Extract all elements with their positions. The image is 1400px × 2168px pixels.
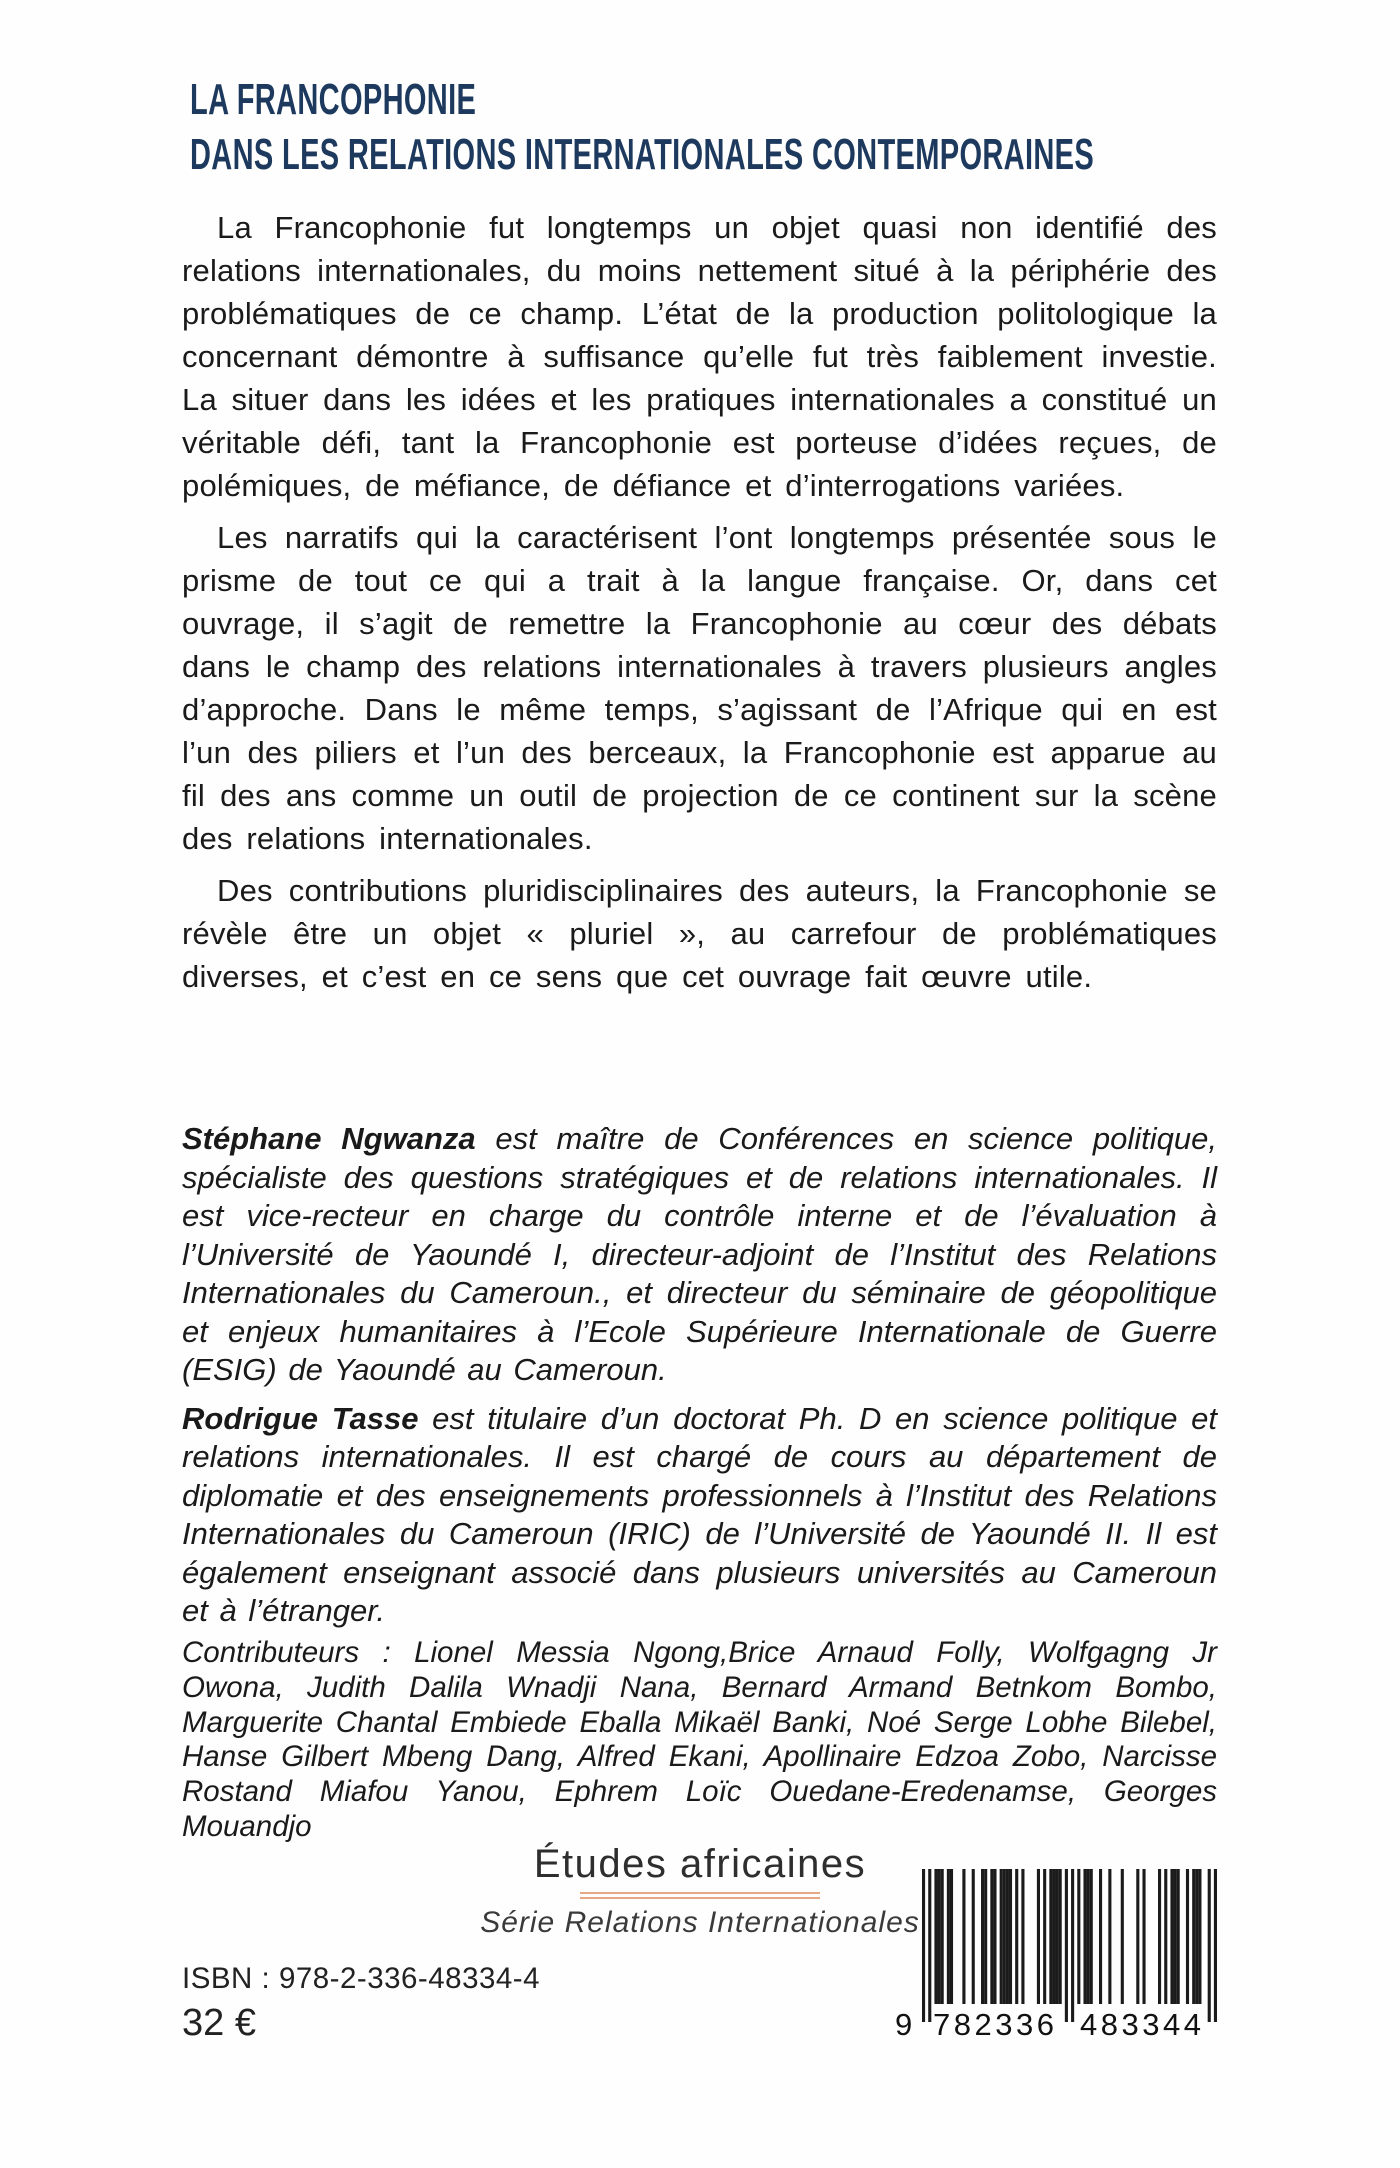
contributors-list: Contributeurs : Lionel Messia Ngong,Brice Arnaud Folly, Wolfgagng Jr Owona, Judith Dalila Wnadji Nana, Bernard Armand Betnkom Bombo, Marguerite Chantal Embiede Eballa Mikaël Banki, Noé Serge Lobhe Bilebel, Hanse Gilbert Mbeng Dang, Alfred Ekani, Apollinaire Edzoa Zobo, Narcisse Rostand Miafou Yanou, Ephrem Loïc Ouedane-Eredenamse, Georges Mouandjo	[182, 1636, 1217, 1843]
synopsis	[182, 206, 1217, 1007]
barcode-left-digits: 782336	[933, 2007, 1058, 2042]
author-bio: Rodrigue Tasse est titulaire d’un doctorat Ph. D en science politique et relations internationales. Il est chargé de cours au département de diplomatie et des enseignements professionnels à l’Institut des Relations Internationales du Cameroun (IRIC) de l’Université de Yaoundé II. Il est également enseignant associé dans plusieurs universités au Cameroun et à l’étranger.	[182, 1400, 1217, 1628]
collection-name: Études africaines	[533, 1842, 867, 1886]
synopsis-paragraph: Les narratifs qui la caractérisent l’ont longtemps présentée sous le prisme de tout ce qui a trait à la langue française. Or, dans cet ouvrage, il s’agit de remettre la Francophonie au cœur des débats dans le champ des relations internationales à travers plusieurs angles d’approche. Dans le même temps, s’agissant de l’Afrique qui en est l’un des piliers et l’un des berceaux, la Francophonie est apparue au fil des ans comme un outil de projection de ce continent sur la scène des relations internationales.	[182, 520, 1217, 856]
book-title	[190, 72, 1094, 182]
price-text: 32 €	[182, 2002, 256, 2044]
author-name: Stéphane Ngwanza	[182, 1121, 476, 1156]
author-bios	[182, 1120, 1217, 1641]
collection-divider	[580, 1892, 820, 1899]
author-name: Rodrigue Tasse	[182, 1400, 419, 1436]
ean13-barcode	[895, 1869, 1217, 2042]
synopsis-paragraph: Des contributions pluridisciplinaires des auteurs, la Francophonie se révèle être un objet « pluriel », au carrefour de problématiques diverses, et c’est en ce sens que cet ouvrage fait œuvre utile.	[182, 873, 1217, 994]
author-bio: Stéphane Ngwanza est maître de Conférences en science politique, spécialiste des questions stratégiques et de relations internationales. Il est vice-recteur en charge du contrôle interne et de l’évaluation à l’Université de Yaoundé I, directeur-adjoint de l’Institut des Relations Internationales du Cameroun., et directeur du séminaire de géopolitique et enjeux humanitaires à l’Ecole Supérieure Internationale de Guerre (ESIG) de Yaoundé au Cameroun.	[182, 1121, 1217, 1387]
barcode-right-digits: 483344	[1080, 2007, 1205, 2042]
barcode-bars	[922, 1869, 1217, 2023]
isbn-text: ISBN : 978-2-336-48334-4	[182, 1962, 541, 1995]
book-title-line2: DANS LES RELATIONS INTERNATIONALES CONTEMPORAINES	[190, 130, 1095, 179]
barcode-first-digit: 9	[895, 2007, 913, 2042]
collection-series: Série Relations Internationales	[480, 1906, 920, 1939]
synopsis-paragraph: La Francophonie fut longtemps un objet quasi non identifié des relations internationales, du moins nettement situé à la périphérie des problématiques de ce champ. L’état de la production politologique la concernant démontre à suffisance qu’elle fut très faiblement investie. La situer dans les idées et les pratiques internationales a constitué un véritable défi, tant la Francophonie est porteuse d’idées reçues, de polémiques, de méfiance, de défiance et d’interrogations variées.	[182, 210, 1217, 503]
book-title-line1: LA FRANCOPHONIE	[190, 75, 477, 124]
